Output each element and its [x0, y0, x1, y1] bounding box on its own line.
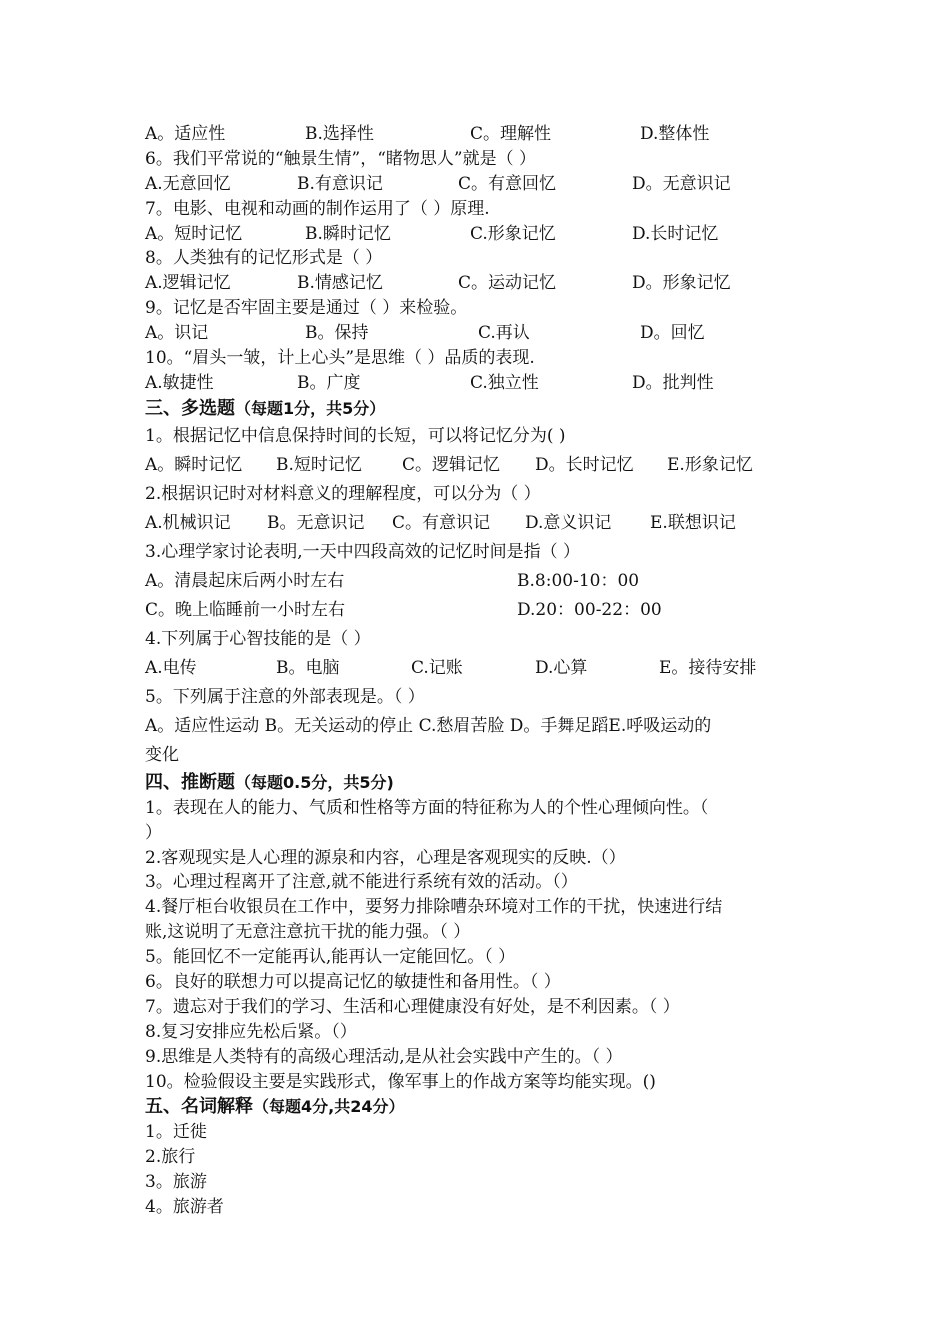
option-item: A。识记: [145, 323, 209, 344]
statement-line: 2.旅行: [145, 1147, 196, 1168]
section-4-heading: [145, 770, 825, 796]
option-item: D。形象记忆: [632, 273, 731, 294]
statement-line: 1。迁徙: [145, 1122, 207, 1143]
options-row: [145, 712, 825, 741]
option-item: B。广度: [297, 372, 361, 393]
option-item: C。有意识记: [392, 512, 491, 533]
options-row: [145, 321, 825, 346]
question-line: 1。根据记忆中信息保持时间的长短，可以将记忆分为( ): [145, 425, 566, 446]
statement-line: 4。旅游者: [145, 1197, 224, 1218]
option-item: E.联想识记: [650, 512, 736, 533]
option-item: A。适应性运动 B。无关运动的停止 C.愁眉苦脸 D。手舞足蹈E.呼吸运动的: [145, 715, 712, 736]
statement-line: 3。旅游: [145, 1172, 207, 1193]
option-item: C。运动记忆: [458, 273, 557, 294]
question-line: 5。下列属于注意的外部表现是。（ ）: [145, 686, 425, 707]
option-item: C.独立性: [470, 372, 539, 393]
question-line: 变化: [145, 744, 179, 765]
option-item: A。清晨起床后两小时左右: [145, 570, 345, 591]
option-item: D。回忆: [640, 323, 705, 344]
section-5-note: （每题4分,共24分）: [253, 1097, 405, 1117]
option-item: D.20：00-22：00: [517, 599, 662, 620]
question-line: 8。人类独有的记忆形式是（ ）: [145, 248, 383, 269]
option-item: A.机械识记: [145, 512, 231, 533]
option-item: C。逻辑记忆: [402, 454, 501, 475]
question-line: 9。记忆是否牢固主要是通过（ ）来检验。: [145, 298, 468, 319]
options-row: [145, 271, 825, 296]
section-3-title: 三、多选题: [145, 397, 235, 419]
option-item: C.记账: [411, 657, 463, 678]
section-4-note: （每题0.5分，共5分): [235, 772, 394, 792]
section-5-body: [145, 1120, 825, 1220]
options-row: [145, 172, 825, 197]
option-item: A。瞬时记忆: [145, 454, 243, 475]
option-item: B。无意识记: [267, 512, 365, 533]
section-3-heading: [145, 396, 825, 422]
statement-line: 9.思维是人类特有的高级心理活动,是从社会实践中产生的。（ ）: [145, 1046, 623, 1067]
section-2-tail: [145, 122, 825, 396]
option-item: C。晚上临睡前一小时左右: [145, 599, 346, 620]
section-3-note: （每题1分，共5分）: [235, 398, 386, 418]
options-row: [145, 596, 825, 625]
statement-line: 1。表现在人的能力、气质和性格等方面的特征称为人的个性心理倾向性。（: [145, 797, 709, 818]
question-line: 2.根据识记时对材料意义的理解程度，可以分为（ ）: [145, 483, 541, 504]
option-item: B.短时记忆: [276, 454, 362, 475]
option-item: D.整体性: [640, 124, 710, 144]
option-item: A.敏捷性: [145, 372, 214, 393]
options-row: [145, 451, 825, 480]
statement-line: ）: [145, 822, 162, 843]
option-item: C。理解性: [470, 124, 552, 144]
option-item: D.意义识记: [525, 512, 612, 533]
option-item: B.瞬时记忆: [305, 223, 391, 244]
option-item: B。电脑: [276, 657, 340, 678]
statement-line: 8.复习安排应先松后紧。（）: [145, 1021, 357, 1042]
options-row: [145, 509, 825, 538]
option-item: B.有意识记: [297, 173, 383, 194]
section-5-heading: [145, 1094, 825, 1120]
question-line: 6。我们平常说的“触景生情”，“睹物思人”就是（ ）: [145, 148, 536, 169]
section-3-body: [145, 422, 825, 770]
option-item: D。长时记忆: [535, 454, 634, 475]
section-4-body: [145, 796, 825, 1095]
exam-page: [145, 122, 825, 1220]
option-item: A。短时记忆: [145, 223, 243, 244]
statement-line: 账,这说明了无意注意抗干扰的能力强。（ ）: [145, 922, 471, 943]
option-item: D.心算: [535, 657, 588, 678]
options-row: [145, 371, 825, 396]
option-item: B.8:00-10：00: [517, 570, 640, 591]
option-item: C.形象记忆: [470, 223, 556, 244]
option-item: D.长时记忆: [632, 223, 719, 244]
option-item: D。无意识记: [632, 173, 731, 194]
option-item: A.逻辑记忆: [145, 273, 231, 294]
option-item: D。批判性: [632, 372, 714, 393]
question-line: 10。“眉头一皱，计上心头”是思维（ ）品质的表现.: [145, 348, 535, 369]
statement-line: 2.客观现实是人心理的源泉和内容，心理是客观现实的反映.（）: [145, 847, 626, 868]
option-item: A.电传: [145, 657, 197, 678]
statement-line: 5。能回忆不一定能再认,能再认一定能回忆。（ ）: [145, 947, 516, 968]
option-item: B.选择性: [305, 124, 374, 144]
statement-line: 4.餐厅柜台收银员在工作中，要努力排除嘈杂环境对工作的干扰，快速进行结: [145, 897, 723, 918]
question-line: 3.心理学家讨论表明,一天中四段高效的记忆时间是指（ ）: [145, 541, 581, 562]
statement-line: 7。遗忘对于我们的学习、生活和心理健康没有好处，是不利因素。（ ）: [145, 996, 680, 1017]
question-line: 7。电影、电视和动画的制作运用了（ ）原理.: [145, 198, 490, 219]
statement-line: 3。心理过程离开了注意,就不能进行系统有效的活动。（）: [145, 872, 578, 893]
option-item: A.无意回忆: [145, 173, 231, 194]
option-item: E。接待安排: [659, 657, 757, 678]
option-item: B.情感记忆: [297, 273, 383, 294]
option-item: E.形象记忆: [667, 454, 753, 475]
options-row: [145, 122, 825, 147]
option-item: A。适应性: [145, 124, 226, 144]
option-item: C.再认: [478, 323, 530, 344]
statement-line: 6。良好的联想力可以提高记忆的敏捷性和备用性。（ ）: [145, 972, 561, 993]
statement-line: 10。检验假设主要是实践形式，像军事上的作战方案等均能实现。(): [145, 1071, 656, 1092]
section-4-title: 四、推断题: [145, 771, 235, 793]
options-row: [145, 567, 825, 596]
option-item: B。保持: [305, 323, 369, 344]
section-5-title: 五、名词解释: [145, 1096, 253, 1118]
question-line: 4.下列属于心智技能的是（ ）: [145, 628, 371, 649]
options-row: [145, 222, 825, 247]
options-row: [145, 654, 825, 683]
option-item: C。有意回忆: [458, 173, 557, 194]
